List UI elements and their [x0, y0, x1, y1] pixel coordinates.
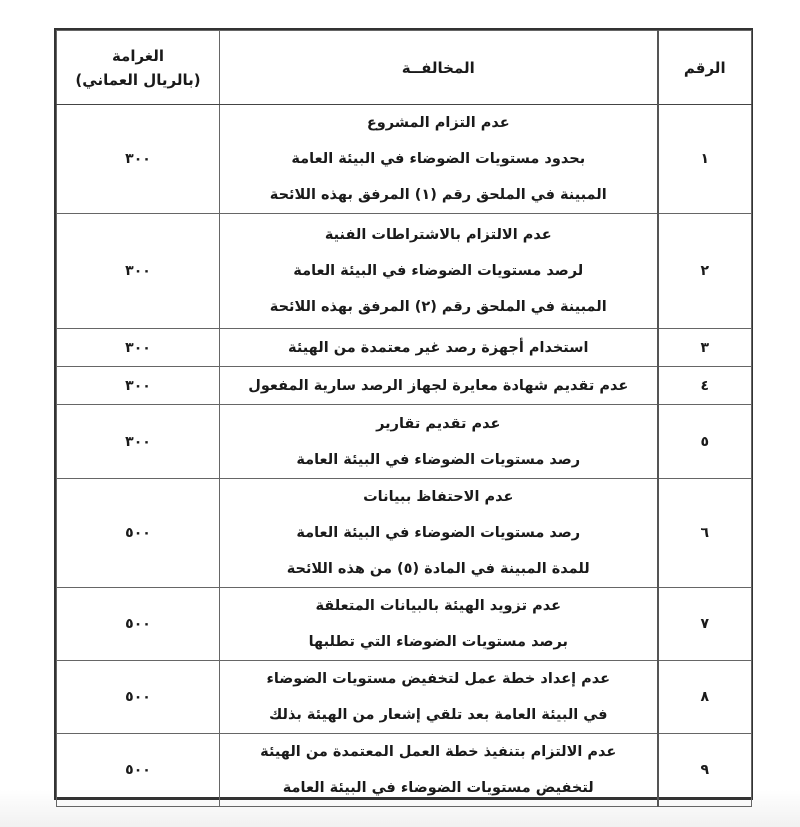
row-number: ٦: [658, 479, 752, 588]
row-violation: [220, 329, 658, 367]
violation-line: عدم الالتزام بالاشتراطات الفنية: [324, 227, 552, 243]
table-row: [57, 479, 752, 588]
header-number: الرقم: [658, 31, 752, 105]
row-fine: ٣٠٠: [57, 105, 220, 214]
row-fine: ٥٠٠: [57, 661, 220, 734]
row-number: ١: [658, 105, 752, 214]
violation-line: عدم تقديم تقارير: [376, 415, 501, 432]
row-fine: ٣٠٠: [57, 329, 220, 367]
table-header-row: [57, 31, 752, 105]
violation-line: لرصد مستويات الضوضاء في البيئة العامة: [293, 263, 584, 279]
header-fine-title: الغرامة: [111, 46, 165, 65]
violation-line: بحدود مستويات الضوضاء في البيئة العامة: [291, 151, 586, 167]
row-violation: [220, 661, 658, 734]
table-row: [57, 734, 752, 807]
table-row: [57, 661, 752, 734]
row-number: ٩: [658, 734, 752, 807]
violation-line: عدم التزام المشروع: [366, 115, 510, 131]
header-violation: المخالفــة: [220, 31, 658, 105]
row-fine: ٣٠٠: [57, 367, 220, 405]
table-row: [57, 367, 752, 405]
table-row: [57, 105, 752, 214]
row-violation: [220, 588, 658, 661]
row-number: ٧: [658, 588, 752, 661]
violation-line: المبينة في الملحق رقم (١) المرفق بهذه اللائحة: [269, 187, 607, 203]
violation-line: رصد مستويات الضوضاء في البيئة العامة: [296, 451, 581, 468]
row-violation: [220, 405, 658, 479]
table-row: [57, 405, 752, 479]
row-violation: [220, 479, 658, 588]
row-fine: ٥٠٠: [57, 734, 220, 807]
row-violation: [220, 214, 658, 329]
row-number: ٨: [658, 661, 752, 734]
row-fine: ٣٠٠: [57, 214, 220, 329]
violation-line: رصد مستويات الضوضاء في البيئة العامة: [296, 525, 581, 541]
row-violation: [220, 105, 658, 214]
violation-line: عدم الالتزام بتنفيذ خطة العمل المعتمدة من الهيئة: [260, 744, 617, 760]
violation-line: عدم تزويد الهيئة بالبيانات المتعلقة: [315, 598, 561, 614]
row-number: ٤: [658, 367, 752, 405]
table-row: [57, 214, 752, 329]
violation-line: في البيئة العامة بعد تلقي إشعار من الهيئة بذلك: [269, 707, 608, 723]
violation-line: لتخفيض مستويات الضوضاء في البيئة العامة: [282, 780, 594, 796]
violation-line: عدم إعداد خطة عمل لتخفيض مستويات الضوضاء: [266, 671, 611, 687]
violation-line: للمدة المبينة في المادة (٥) من هذه اللائحة: [286, 561, 590, 577]
row-fine: ٥٠٠: [57, 588, 220, 661]
row-number: ٣: [658, 329, 752, 367]
table-row: [57, 329, 752, 367]
violation-line: استخدام أجهزة رصد غير معتمدة من الهيئة: [288, 339, 589, 356]
violation-line: عدم تقديم شهادة معايرة لجهاز الرصد سارية المفعول: [248, 377, 629, 394]
row-fine: ٥٠٠: [57, 479, 220, 588]
row-fine: ٣٠٠: [57, 405, 220, 479]
table-row: [57, 588, 752, 661]
fines-table-container: [54, 28, 753, 800]
header-fine-currency: (بالريال العماني): [75, 70, 201, 89]
violation-line: المبينة في الملحق رقم (٢) المرفق بهذه اللائحة: [269, 299, 607, 315]
violation-line: عدم الاحتفاظ ببيانات: [363, 489, 514, 505]
row-number: ٢: [658, 214, 752, 329]
fines-table: [56, 30, 752, 807]
header-fine: [57, 31, 220, 105]
row-violation: [220, 367, 658, 405]
row-violation: [220, 734, 658, 807]
row-number: ٥: [658, 405, 752, 479]
violation-line: برصد مستويات الضوضاء التي تطلبها: [308, 634, 568, 650]
